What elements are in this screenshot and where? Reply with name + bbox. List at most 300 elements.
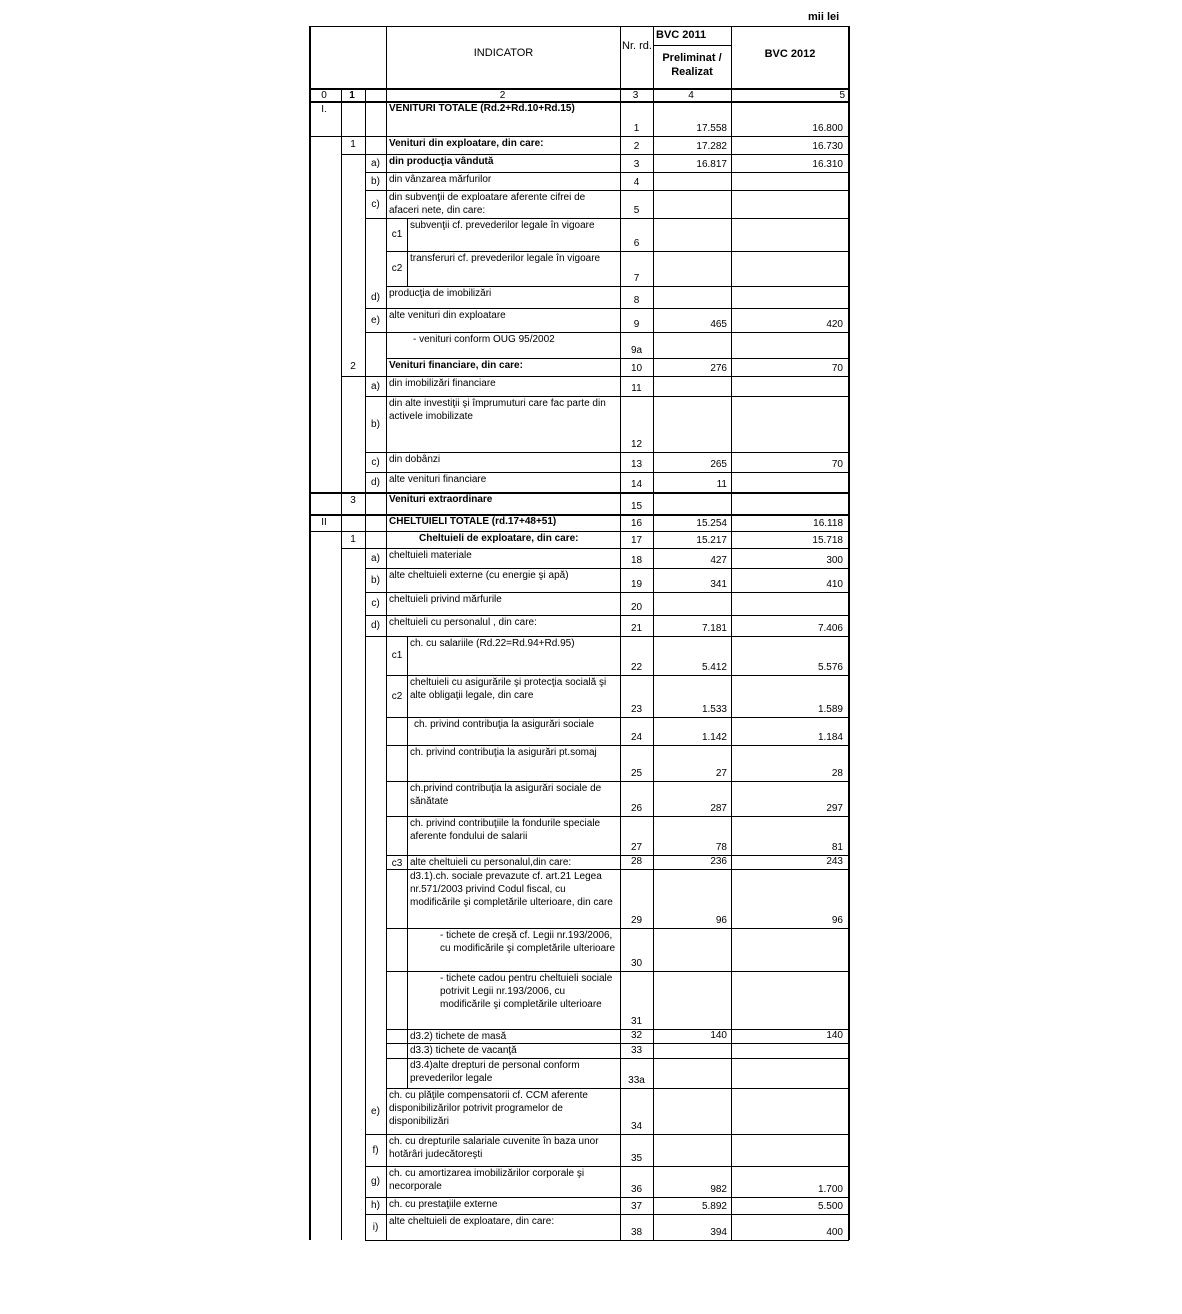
grid-vline	[620, 376, 621, 396]
grid-vline	[731, 781, 732, 816]
value-2012: 16.800	[812, 123, 843, 134]
header-indicator: INDICATOR	[473, 47, 534, 59]
grid-vline	[341, 531, 342, 548]
grid-vline	[848, 928, 850, 971]
value-2012: 1.700	[817, 1184, 843, 1195]
grid-vline	[620, 308, 621, 332]
row-number: 23	[630, 704, 643, 715]
row-label: d3.2) tichete de masă	[410, 1031, 507, 1042]
row-label: alte cheltuieli cu personalul,din care:	[410, 857, 572, 868]
row-number: 13	[630, 459, 643, 470]
grid-vline	[848, 492, 850, 514]
grid-vline	[365, 172, 366, 190]
row-number: 35	[630, 1153, 643, 1164]
grid-vline	[620, 172, 621, 190]
grid-vline	[386, 376, 387, 396]
grid-vline	[309, 308, 311, 332]
item-letter: f)	[372, 1144, 379, 1156]
row-label: subvenţii cf. prevederilor legale în vigoare	[410, 220, 595, 231]
value-2012: 7.406	[817, 623, 843, 634]
value-2012: 16.310	[812, 159, 843, 170]
grid-vline	[309, 636, 311, 675]
row-label: cheltuieli privind mărfurile	[389, 594, 502, 605]
grid-vline	[309, 971, 311, 1029]
value-2012: 70	[831, 363, 843, 374]
grid-vline	[309, 548, 311, 568]
grid-vline	[309, 1029, 311, 1043]
grid-vline	[365, 928, 366, 971]
item-letter: b)	[371, 574, 380, 586]
grid-vline	[365, 636, 366, 675]
item-letter: b)	[371, 418, 380, 430]
grid-vline	[309, 592, 311, 615]
grid-hline	[386, 781, 849, 782]
grid-vline	[848, 869, 850, 928]
item-letter: i)	[372, 1221, 379, 1233]
row-number: 12	[630, 439, 643, 450]
grid-hline	[386, 1029, 849, 1030]
grid-vline	[848, 101, 850, 136]
grid-vline	[341, 548, 342, 568]
row-label: alte cheltuieli de exploatare, din care:	[389, 1216, 555, 1227]
grid-vline	[653, 136, 654, 154]
grid-hline	[365, 218, 849, 219]
grid-vline	[386, 869, 387, 928]
row-label: alte cheltuieli externe (cu energie şi apă)	[389, 570, 569, 581]
row-number: 25	[630, 768, 643, 779]
grid-vline	[653, 869, 654, 928]
grid-hline	[309, 492, 849, 494]
grid-vline	[620, 1058, 621, 1088]
grid-vline	[731, 1134, 732, 1166]
grid-vline	[848, 154, 850, 172]
grid-vline	[309, 1088, 311, 1134]
grid-vline	[341, 88, 342, 101]
grid-vline	[653, 190, 654, 218]
item-letter: d)	[371, 620, 380, 631]
value-2011: 78	[715, 842, 727, 853]
grid-vline	[407, 869, 408, 928]
grid-vline	[341, 1214, 342, 1240]
grid-vline	[653, 615, 654, 636]
grid-vline	[653, 1029, 654, 1043]
grid-vline	[653, 492, 654, 514]
grid-vline	[653, 308, 654, 332]
column-number: 4	[688, 90, 694, 101]
value-2012: 400	[826, 1227, 843, 1238]
column-number: 3	[632, 90, 639, 101]
grid-vline	[848, 332, 850, 358]
grid-vline	[620, 1197, 621, 1214]
grid-vline	[309, 1214, 311, 1240]
grid-vline	[731, 514, 732, 531]
grid-vline	[620, 636, 621, 675]
grid-vline	[407, 781, 408, 816]
grid-vline	[653, 172, 654, 190]
grid-vline	[731, 452, 732, 472]
group-number: 1	[350, 139, 356, 150]
grid-vline	[365, 472, 366, 492]
value-2012: 5.576	[817, 662, 843, 673]
grid-hline	[365, 1197, 849, 1198]
grid-vline	[386, 816, 387, 855]
grid-hline	[309, 531, 849, 532]
grid-vline	[341, 636, 342, 675]
value-2012: 28	[831, 768, 843, 779]
row-label: CHELTUIELI TOTALE (rd.17+48+51)	[389, 516, 557, 527]
grid-vline	[386, 675, 387, 717]
grid-vline	[386, 492, 387, 514]
row-number: 32	[630, 1030, 643, 1041]
grid-vline	[731, 745, 732, 781]
grid-vline	[620, 101, 621, 136]
grid-hline	[386, 855, 849, 856]
row-label: ch. cu salariile (Rd.22=Rd.94+Rd.95)	[410, 638, 575, 649]
row-label: Venituri extraordinare	[389, 494, 493, 505]
grid-vline	[365, 816, 366, 855]
grid-vline	[309, 396, 311, 452]
row-number: 28	[630, 856, 643, 867]
grid-vline	[653, 396, 654, 452]
grid-hline	[386, 1088, 849, 1089]
grid-vline	[309, 615, 311, 636]
row-label: ch. cu prestaţiile externe	[389, 1199, 498, 1210]
grid-vline	[309, 1043, 311, 1058]
row-label: cheltuieli cu asigurările şi protecţia socială şi alte obligaţii legale, din care	[410, 677, 607, 701]
grid-vline	[620, 136, 621, 154]
grid-vline	[341, 592, 342, 615]
grid-vline	[731, 190, 732, 218]
grid-vline	[620, 1043, 621, 1058]
grid-vline	[731, 1029, 732, 1043]
row-label: d3.4)alte drepturi de personal conform prevederilor legale	[410, 1060, 580, 1084]
grid-hline	[386, 971, 849, 972]
grid-vline	[407, 745, 408, 781]
grid-vline	[365, 717, 366, 745]
row-number: 10	[630, 363, 643, 374]
grid-vline	[386, 745, 387, 781]
grid-vline	[386, 1058, 387, 1088]
row-number: 37	[630, 1201, 643, 1212]
grid-vline	[620, 190, 621, 218]
row-number: 4	[633, 177, 640, 188]
row-number: 7	[633, 273, 640, 284]
grid-vline	[848, 1029, 850, 1043]
grid-hline	[341, 376, 849, 377]
row-label: VENITURI TOTALE (Rd.2+Rd.10+Rd.15)	[389, 103, 575, 114]
grid-vline	[309, 190, 311, 218]
grid-vline	[653, 1134, 654, 1166]
grid-vline	[386, 286, 387, 308]
row-number: 36	[630, 1184, 643, 1195]
grid-vline	[365, 855, 366, 869]
row-label: din subvenţii de exploatare aferente cifrei de afaceri nete, din care:	[389, 192, 586, 216]
grid-vline	[365, 396, 366, 452]
grid-vline	[386, 452, 387, 472]
grid-vline	[386, 1029, 387, 1043]
grid-vline	[731, 101, 732, 136]
grid-vline	[386, 514, 387, 531]
grid-vline	[620, 154, 621, 172]
grid-vline	[620, 855, 621, 869]
value-2011: 394	[710, 1227, 727, 1238]
value-2011: 265	[710, 459, 727, 470]
value-2011: 5.892	[701, 1201, 727, 1212]
grid-vline	[653, 1166, 654, 1197]
grid-vline	[848, 548, 850, 568]
grid-vline	[341, 717, 342, 745]
value-2012: 5.500	[817, 1201, 843, 1212]
row-label: ch.privind contribuţia la asigurări sociale de sănătate	[410, 783, 602, 807]
subitem-code: c2	[391, 690, 403, 702]
grid-vline	[653, 154, 654, 172]
grid-vline	[309, 472, 311, 492]
grid-vline	[620, 1029, 621, 1043]
grid-vline	[731, 136, 732, 154]
value-2012: 1.589	[817, 704, 843, 715]
grid-vline	[407, 218, 408, 251]
grid-vline	[731, 1166, 732, 1197]
row-label: producţia de imobilizări	[389, 288, 492, 299]
grid-vline	[386, 396, 387, 452]
grid-vline	[653, 855, 654, 869]
grid-hline	[365, 190, 849, 191]
item-letter: d)	[371, 476, 380, 488]
item-letter: e)	[371, 314, 380, 326]
grid-hline	[386, 928, 849, 929]
grid-vline	[848, 816, 850, 855]
grid-vline	[620, 592, 621, 615]
grid-vline	[386, 568, 387, 592]
grid-vline	[365, 1166, 366, 1197]
grid-hline	[309, 26, 849, 27]
grid-vline	[848, 452, 850, 472]
grid-vline	[731, 308, 732, 332]
grid-vline	[620, 928, 621, 971]
grid-vline	[365, 1214, 366, 1240]
header-bvc2011: BVC 2011	[656, 29, 707, 41]
row-number: 14	[630, 479, 643, 490]
grid-vline	[386, 26, 387, 101]
grid-vline	[731, 531, 732, 548]
grid-hline	[365, 615, 849, 616]
grid-vline	[653, 218, 654, 251]
grid-vline	[653, 514, 654, 531]
grid-vline	[848, 472, 850, 492]
grid-vline	[848, 1088, 850, 1134]
item-letter: b)	[371, 175, 380, 187]
grid-vline	[341, 358, 342, 376]
value-2011: 465	[710, 319, 727, 330]
budget-table	[309, 26, 849, 1240]
row-label: - tichete cadou pentru cheltuieli sociale potrivit Legii nr.193/2006, cu modificările şi completările ulterioare	[440, 973, 613, 1010]
grid-vline	[386, 1214, 387, 1240]
grid-vline	[309, 154, 311, 172]
column-number: 1	[349, 90, 355, 101]
grid-vline	[620, 251, 621, 286]
grid-vline	[365, 675, 366, 717]
grid-vline	[620, 452, 621, 472]
value-2011: 236	[710, 856, 727, 867]
grid-vline	[653, 472, 654, 492]
value-2011: 140	[710, 1030, 727, 1041]
grid-vline	[407, 251, 408, 286]
grid-vline	[365, 615, 366, 636]
grid-vline	[365, 308, 366, 332]
row-number: 33a	[628, 1075, 645, 1086]
grid-vline	[731, 218, 732, 251]
grid-hline	[386, 1043, 849, 1044]
row-number: 2	[633, 141, 640, 152]
grid-vline	[386, 358, 387, 376]
subitem-code: c3	[391, 858, 403, 869]
grid-vline	[731, 855, 732, 869]
grid-vline	[848, 1134, 850, 1166]
grid-vline	[365, 358, 366, 376]
grid-vline	[620, 675, 621, 717]
row-label: d3.3) tichete de vacanţă	[410, 1045, 517, 1056]
row-label: ch. privind contribuţiile la fondurile speciale aferente fondului de salarii	[410, 818, 601, 842]
grid-vline	[365, 136, 366, 154]
value-2012: 410	[826, 579, 843, 590]
grid-vline	[620, 492, 621, 514]
item-letter: a)	[371, 380, 380, 392]
row-label: ch. cu amortizarea imobilizărilor corporale şi necorporale	[389, 1168, 585, 1192]
row-label: ch. privind contribuţia la asigurări pt.somaj	[410, 747, 597, 758]
grid-vline	[386, 531, 387, 548]
row-label: Venituri financiare, din care:	[389, 360, 523, 371]
grid-vline	[731, 1214, 732, 1240]
grid-vline	[341, 190, 342, 218]
grid-vline	[653, 452, 654, 472]
grid-vline	[653, 1088, 654, 1134]
grid-vline	[341, 816, 342, 855]
grid-vline	[309, 332, 311, 358]
grid-vline	[365, 88, 366, 101]
grid-vline	[731, 376, 732, 396]
grid-vline	[341, 1134, 342, 1166]
grid-vline	[731, 396, 732, 452]
grid-vline	[386, 717, 387, 745]
grid-vline	[365, 971, 366, 1029]
grid-vline	[341, 1197, 342, 1214]
value-2011: 11	[716, 479, 727, 490]
grid-hline	[386, 286, 849, 287]
grid-vline	[365, 592, 366, 615]
grid-vline	[341, 568, 342, 592]
row-label: alte venituri din exploatare	[389, 310, 506, 321]
grid-vline	[731, 816, 732, 855]
grid-vline	[848, 396, 850, 452]
grid-vline	[341, 971, 342, 1029]
value-2011: 7.181	[701, 623, 727, 634]
value-2011: 15.217	[696, 535, 727, 546]
grid-vline	[341, 869, 342, 928]
row-number: 26	[630, 803, 643, 814]
value-2012: 96	[831, 915, 843, 926]
grid-vline	[341, 1166, 342, 1197]
grid-vline	[653, 675, 654, 717]
grid-vline	[848, 855, 850, 869]
header-preliminat: Preliminat / Realizat	[662, 52, 722, 78]
grid-hline	[386, 717, 849, 718]
grid-vline	[731, 928, 732, 971]
row-number: 6	[633, 238, 640, 249]
section-number: I.	[321, 104, 327, 115]
grid-vline	[386, 308, 387, 332]
grid-vline	[848, 636, 850, 675]
grid-vline	[386, 1197, 387, 1214]
grid-vline	[341, 781, 342, 816]
row-number: 8	[633, 295, 640, 306]
grid-vline	[386, 172, 387, 190]
grid-vline	[386, 615, 387, 636]
grid-vline	[848, 971, 850, 1029]
grid-vline	[620, 1166, 621, 1197]
grid-vline	[848, 592, 850, 615]
grid-vline	[386, 592, 387, 615]
grid-vline	[386, 928, 387, 971]
row-label: cheltuieli materiale	[389, 550, 472, 561]
grid-vline	[731, 1043, 732, 1058]
grid-vline	[731, 636, 732, 675]
grid-hline	[365, 568, 849, 569]
grid-vline	[620, 332, 621, 358]
grid-vline	[386, 971, 387, 1029]
grid-vline	[848, 1166, 850, 1197]
grid-vline	[653, 717, 654, 745]
grid-vline	[386, 472, 387, 492]
value-2011: 16.817	[696, 159, 727, 170]
row-label: Venituri din exploatare, din care:	[389, 138, 544, 149]
group-number: 1	[350, 534, 356, 545]
grid-vline	[386, 1166, 387, 1197]
value-2012: 300	[826, 555, 843, 566]
grid-vline	[386, 548, 387, 568]
grid-vline	[309, 358, 311, 376]
grid-vline	[848, 745, 850, 781]
row-label: ch. cu plăţile compensatorii cf. CCM aferente disponibilizărilor potrivit programelor de disponibilizări	[389, 1090, 588, 1127]
row-label: din alte investiţii şi împrumuturi care fac parte din activele imobilizate	[389, 398, 606, 422]
grid-vline	[309, 869, 311, 928]
grid-vline	[341, 396, 342, 452]
row-number: 34	[630, 1121, 643, 1132]
group-number: 2	[350, 361, 356, 372]
grid-vline	[620, 218, 621, 251]
row-label: din dobânzi	[389, 454, 441, 465]
grid-vline	[731, 26, 732, 101]
grid-vline	[731, 675, 732, 717]
grid-vline	[309, 1134, 311, 1166]
grid-vline	[341, 855, 342, 869]
column-number: 2	[499, 90, 506, 101]
grid-hline	[386, 816, 849, 817]
grid-vline	[365, 745, 366, 781]
item-letter: a)	[371, 552, 380, 564]
grid-vline	[653, 1197, 654, 1214]
grid-vline	[386, 1088, 387, 1134]
row-label: d3.1).ch. sociale prevazute cf. art.21 Legea nr.571/2003 privind Codul fiscal, cu modificările şi completările ulterioare, din care	[410, 871, 613, 908]
grid-vline	[620, 816, 621, 855]
grid-vline	[653, 928, 654, 971]
grid-vline	[365, 332, 366, 358]
grid-vline	[341, 101, 342, 136]
grid-vline	[407, 1043, 408, 1058]
row-number: 20	[630, 602, 643, 613]
grid-vline	[341, 218, 342, 251]
grid-vline	[653, 376, 654, 396]
grid-hline	[386, 251, 849, 252]
